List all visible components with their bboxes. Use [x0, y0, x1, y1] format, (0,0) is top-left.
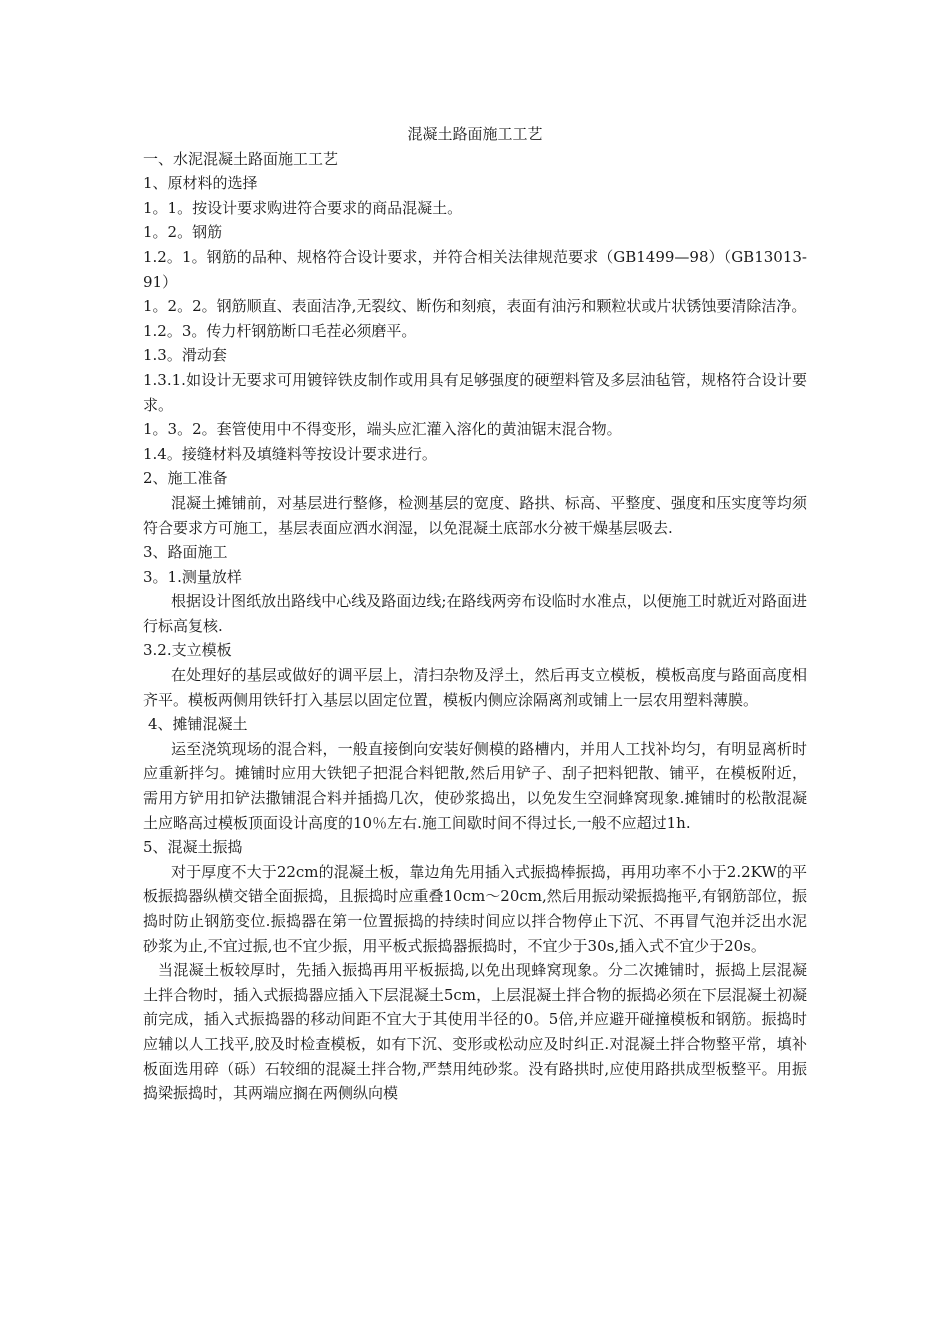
- subsection-heading: 5、混凝土振捣: [143, 838, 243, 857]
- subsection-heading: 3。1.测量放样: [143, 567, 242, 586]
- text-line: 1.2。1。钢筋的品种、规格符合设计要求，并符合相关法律规范要求（GB1499—98）（GB13013-91）: [143, 247, 807, 291]
- text-line: 1.3.1.如设计无要求可用镀锌铁皮制作或用具有足够强度的硬塑料管及多层油毡管，规格符合设计要求。: [143, 370, 807, 414]
- subsection-heading: 3.2.支立模板: [143, 641, 232, 660]
- paragraph: 混凝土摊铺前，对基层进行整修，检测基层的宽度、路拱、标高、平整度、强度和压实度等均须符合要求方可施工，基层表面应洒水润湿，以免混凝土底部水分被干燥基层吸去.: [143, 493, 807, 537]
- document-title: 混凝土路面施工工艺: [407, 125, 543, 143]
- subsection-heading: 4、摊铺混凝土: [148, 715, 248, 734]
- text-line: 1。3。2。套管使用中不得变形，端头应汇灌入溶化的黄油锯末混合物。: [143, 420, 622, 439]
- paragraph: 根据设计图纸放出路线中心线及路面边线;在路线两旁布设临时水准点，以便施工时就近对路面进行标高复核.: [143, 592, 807, 635]
- text-line: 1.4。接缝材料及填缝料等按设计要求进行。: [143, 444, 437, 463]
- subsection-heading: 1.3。滑动套: [143, 346, 227, 365]
- paragraph: 当混凝土板较厚时，先插入振捣再用平板振捣,以免出现蜂窝现象。分二次摊铺时，振捣上层混凝土拌合物时，插入式振捣器应插入下层混凝土5cm，上层混凝土拌合物的振捣必须在下层混凝土初凝前完成，插入式振捣器的移动间距不宜大于其使用半径的0。5倍,并应避开碰撞模板和钢筋。振捣时应辅以人工找平,胶及时检查模板，如有下沉、变形或松动应及时纠正.对混凝土拌合物整平常，填补板面选用碎（砾）石较细的混凝土拌合物,严禁用纯砂浆。没有路拱时,应使用路拱成型板整平。用振捣梁振捣时，其两端应搁在两侧纵向模: [143, 961, 807, 1103]
- subsection-heading: 1、原材料的选择: [143, 174, 258, 193]
- subsection-heading: 1。2。钢筋: [143, 223, 223, 242]
- text-line: 1。1。按设计要求购进符合要求的商品混凝土。: [143, 198, 463, 217]
- subsection-heading: 2、施工准备: [143, 469, 228, 488]
- paragraph: 运至浇筑现场的混合料，一般直接倒向安装好侧模的路槽内，并用人工找补均匀，有明显离析时应重新拌匀。摊铺时应用大铁钯子把混合料钯散,然后用铲子、刮子把料钯散、铺平，在模板附近，需用方铲用扣铲法撒铺混合料并插捣几次，使砂浆捣出，以免发生空洞蜂窝现象.摊铺时的松散混凝土应略高过模板顶面设计高度的10％左右.施工间歇时间不得过长,一般不应超过1h.: [143, 739, 807, 832]
- section-heading: 一、水泥混凝土路面施工工艺: [143, 149, 339, 168]
- subsection-heading: 3、路面施工: [143, 543, 228, 562]
- paragraph: 对于厚度不大于22cm的混凝土板，靠边角先用插入式振捣棒振捣，再用功率不小于2.2KW的平板振捣器纵横交错全面振捣，且振捣时应重叠10cm～20cm,然后用振动梁振捣拖平,有钢筋部位，振捣时防止钢筋变位.振捣器在第一位置振捣的持续时间应以拌合物停止下沉、不再冒气泡并泛出水泥砂浆为止,不宜过振,也不宜少振，用平板式振捣器振捣时，不宜少于30s,插入式不宜少于20s。: [143, 862, 807, 955]
- text-line: 1。2。2。钢筋顺直、表面洁净,无裂纹、断伤和刻痕，表面有油污和颗粒状或片状锈蚀要清除洁净。: [143, 297, 807, 316]
- paragraph: 在处理好的基层或做好的调平层上，清扫杂物及浮土，然后再支立模板，模板高度与路面高度相齐平。模板两侧用铁钎打入基层以固定位置，模板内侧应涂隔离剂或铺上一层农用塑料薄膜。: [143, 666, 807, 709]
- document-page: [143, 122, 807, 1106]
- text-line: 1.2。3。传力杆钢筋断口毛茬必须磨平。: [143, 321, 417, 340]
